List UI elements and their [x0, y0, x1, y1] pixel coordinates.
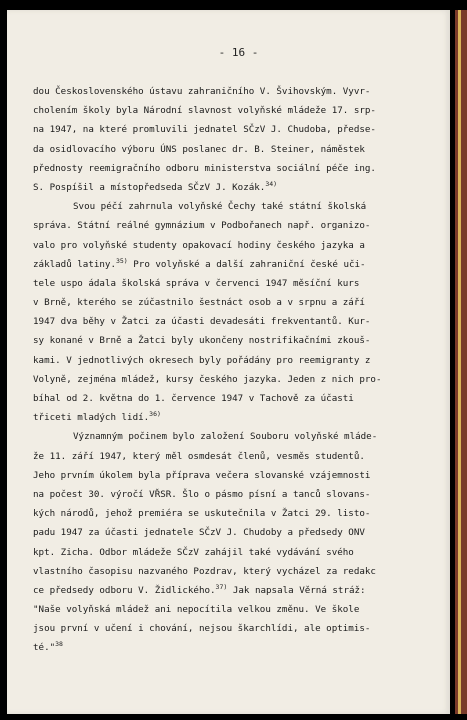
line-text: vlastního časopisu nazvaného Pozdrav, který vycházel za redakc: [33, 565, 376, 577]
line-text: Svou péčí zahrnula volyňské Čechy také státní školská: [73, 201, 367, 213]
line-text: na počest 30. výročí VŘSR. Šlo o pásmo písní a tanců slovans-: [33, 488, 371, 500]
page-number: - 16 -: [218, 46, 259, 59]
line-text: správa. Státní reálné gymnázium v Podbořanech např. organizo-: [33, 220, 371, 232]
footnote-reference: 34): [265, 179, 278, 188]
text-line: [33, 408, 441, 427]
text-line: [33, 619, 441, 638]
line-text: Významným počinem bylo založení Souboru volyňské mláde-: [73, 431, 378, 443]
text-line: [33, 178, 441, 197]
line-text: sy konané v Brně a Žatci byly ukončeny nostrifikačními zkouš-: [33, 335, 371, 347]
line-text: té.": [33, 642, 56, 654]
line-text: kých národů, jehož premiéra se uskutečnila v Žatci 29. listo-: [33, 508, 371, 520]
text-line: [33, 581, 441, 600]
text-line: [33, 82, 441, 101]
text-line: [33, 312, 441, 331]
line-text: základů latiny.: [33, 258, 116, 270]
line-text: ce předsedy odboru V. Židlického.: [33, 584, 216, 596]
line-text: bíhal od 2. května do 1. července 1947 v Tachově za účasti: [33, 393, 354, 404]
line-text: kpt. Zicha. Odbor mládeže SČzV zahájil také vydávání svého: [33, 546, 354, 558]
text-line: [33, 331, 441, 350]
text-line: [33, 427, 441, 446]
line-text: Jeho prvním úkolem byla příprava večera slovanské vzájemnosti: [33, 469, 371, 481]
line-text: že 11. září 1947, který měl osmdesát členů, vesměs studentů.: [33, 450, 365, 462]
line-text: jsou první v učení i chování, nejsou škarchlídi, ale optimis-: [33, 623, 371, 635]
text-line: [33, 274, 441, 293]
text-line: [33, 140, 441, 159]
text-line: [33, 120, 441, 139]
line-text: cholením školy byla Národní slavnost volyňské mládeže 17. srp-: [33, 105, 376, 117]
line-text: v Brně, kterého se zúčastnilo šestnáct osob a v srpnu a září: [33, 297, 365, 309]
text-line: [33, 255, 441, 274]
spine-gold-stripe: [458, 10, 461, 714]
line-text: kami. V jednotlivých okresech byly pořádány pro reemigranty z: [33, 354, 371, 366]
line-text: padu 1947 za účasti jednatele SČzV J. Chudoby a předsedy ONV: [33, 527, 365, 539]
line-text: tele uspo ádala školská správa v červenci 1947 měsíční kurs: [33, 277, 360, 289]
line-text: da osidlovacího výboru ÚNS poslanec dr. B. Steiner, náměstek: [33, 143, 365, 155]
text-line: [33, 351, 441, 370]
text-line: [33, 293, 441, 312]
text-line: [33, 638, 441, 657]
text-line: [33, 600, 441, 619]
text-line: [33, 466, 441, 485]
line-text: 1947 dva běhy v Žatci za účasti devadesáti frekventantů. Kur-: [33, 316, 371, 328]
text-line: [33, 523, 441, 542]
book-spine-edge: [455, 10, 467, 714]
footnote-reference: 38: [55, 640, 63, 649]
text-line: [33, 504, 441, 523]
text-line: [33, 447, 441, 466]
line-text: třiceti mladých lidí.: [33, 412, 150, 424]
text-line: [33, 236, 441, 255]
footnote-reference: 37): [215, 582, 228, 591]
line-text-continued: Pro volyňské a další zahraniční české uči-: [127, 258, 366, 270]
text-line: [33, 216, 441, 235]
text-line: [33, 370, 441, 389]
text-line: [33, 543, 441, 562]
text-line: [33, 101, 441, 120]
body-text: [33, 82, 441, 658]
line-text-continued: Jak napsala Věrná stráž:: [227, 584, 366, 596]
line-text: na 1947, na které promluvili jednatel SČzV J. Chudoba, předse-: [33, 124, 376, 136]
text-line: [33, 389, 441, 408]
text-line: [33, 197, 441, 216]
line-text: dou Československého ústavu zahraničního V. Švihovským. Vyvr-: [33, 86, 371, 97]
line-text: valo pro volyňské studenty opakovací hodiny českého jazyka a: [33, 239, 365, 251]
line-text: "Naše volyňská mládež ani nepocítila velkou změnu. Ve škole: [33, 604, 360, 616]
text-line: [33, 159, 441, 178]
footnote-reference: 35): [115, 256, 128, 265]
text-line: [33, 485, 441, 504]
line-text: přednosty reemigračního odboru ministerstva sociální péče ing.: [33, 162, 376, 174]
typewritten-page: [7, 10, 450, 714]
line-text: Volyně, zejména mládež, kursy českého jazyka. Jeden z nich pro-: [33, 373, 382, 385]
line-text: S. Pospíšil a místopředseda SČzV J. Kozák.: [33, 181, 266, 193]
text-line: [33, 562, 441, 581]
footnote-reference: 36): [149, 410, 161, 419]
